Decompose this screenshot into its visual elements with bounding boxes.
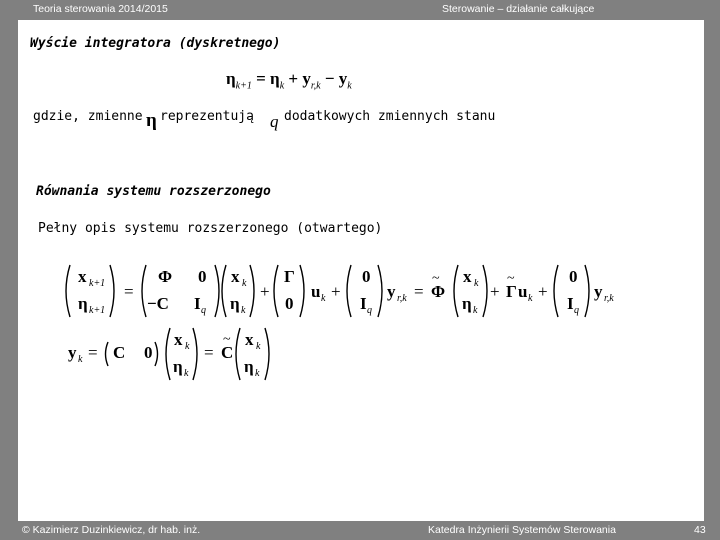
svg-text:k+1: k+1 — [89, 278, 106, 289]
svg-text:q: q — [574, 305, 579, 316]
svg-text:I: I — [567, 294, 574, 313]
header-course-title: Teoria sterowania 2014/2015 — [33, 3, 168, 15]
svg-text:Γ: Γ — [284, 267, 295, 286]
svg-text:+: + — [331, 282, 341, 301]
eq1-plus: + y — [288, 69, 311, 88]
svg-text:x: x — [463, 267, 472, 286]
svg-text:x: x — [231, 267, 240, 286]
svg-text:k: k — [528, 293, 533, 304]
heading-extended-system: Równania systemu rozszerzonego — [36, 184, 271, 199]
m1-x: x — [78, 267, 87, 286]
svg-text:k: k — [256, 341, 261, 352]
svg-text:u: u — [311, 282, 321, 301]
svg-text:η: η — [230, 294, 240, 313]
svg-text:k+1: k+1 — [89, 305, 106, 316]
svg-text:Φ: Φ — [431, 282, 446, 301]
svg-text:η: η — [173, 357, 183, 376]
eq1-rhs-sub1: k — [279, 80, 285, 92]
svg-text:k: k — [241, 305, 246, 316]
svg-text:k: k — [184, 368, 189, 379]
eq1-rhs-sub2: r,k — [310, 80, 321, 92]
additional-states-text: dodatkowych zmiennych stanu — [284, 109, 496, 124]
svg-text:η: η — [244, 357, 254, 376]
svg-text:η: η — [462, 294, 472, 313]
svg-text:u: u — [518, 282, 528, 301]
svg-text:C: C — [113, 343, 126, 362]
svg-text:=: = — [414, 282, 424, 301]
eq1-minus: − y — [324, 69, 348, 88]
eq1-rhs: = η — [256, 69, 280, 88]
represent-text: reprezentują — [160, 109, 254, 124]
svg-text:y: y — [594, 282, 603, 301]
paren-right — [110, 265, 114, 317]
heading-integrator-output: Wyście integratora (dyskretnego) — [30, 36, 281, 51]
svg-text:k: k — [242, 278, 247, 289]
svg-text:I: I — [360, 294, 367, 313]
full-description-text: Pełny opis systemu rozszerzonego (otwartego) — [38, 221, 383, 236]
svg-text:k: k — [255, 368, 260, 379]
svg-text:y: y — [68, 343, 77, 362]
svg-text:k: k — [321, 293, 326, 304]
slide-canvas — [18, 20, 704, 521]
extended-system-equations — [18, 20, 704, 521]
svg-text:0: 0 — [144, 343, 153, 362]
header-topic: Sterowanie – działanie całkujące — [442, 3, 595, 15]
paren-left — [66, 265, 70, 317]
svg-text:x: x — [245, 330, 254, 349]
svg-text:=: = — [124, 282, 134, 301]
svg-text:y: y — [387, 282, 396, 301]
svg-text:~: ~ — [432, 271, 440, 286]
svg-text:I: I — [194, 294, 201, 313]
page-number: 43 — [694, 524, 706, 536]
svg-text:+: + — [490, 282, 500, 301]
svg-text:0: 0 — [569, 267, 578, 286]
svg-text:r,k: r,k — [397, 293, 407, 304]
svg-text:0: 0 — [198, 267, 207, 286]
svg-text:k: k — [474, 278, 479, 289]
svg-text:q: q — [201, 305, 206, 316]
eq1-lhs-sub: k+1 — [235, 80, 252, 92]
m1-eta: η — [78, 294, 88, 313]
svg-text:Γ: Γ — [506, 282, 517, 301]
svg-text:−C: −C — [147, 294, 169, 313]
svg-text:Φ: Φ — [158, 267, 173, 286]
eq1-rhs-sub3: k — [347, 80, 352, 92]
svg-text:k: k — [473, 305, 478, 316]
svg-text:=: = — [204, 343, 214, 362]
svg-text:k: k — [78, 354, 83, 365]
svg-text:k: k — [185, 341, 190, 352]
svg-text:q: q — [367, 305, 372, 316]
svg-text:~: ~ — [507, 271, 515, 286]
svg-text:=: = — [88, 343, 98, 362]
svg-text:~: ~ — [223, 332, 231, 347]
where-text: gdzie, zmienne — [33, 109, 143, 124]
svg-text:r,k: r,k — [604, 293, 614, 304]
eq1-lhs: η — [226, 69, 236, 88]
svg-text:+: + — [260, 282, 270, 301]
eta-symbol: η — [146, 110, 157, 131]
svg-text:0: 0 — [285, 294, 294, 313]
footer-author: © Kazimierz Duzinkiewicz, dr hab. inż. — [22, 524, 201, 536]
footer-department: Katedra Inżynierii Systemów Sterowania — [428, 524, 616, 536]
svg-text:C: C — [221, 343, 234, 362]
svg-text:0: 0 — [362, 267, 371, 286]
svg-text:+: + — [538, 282, 548, 301]
q-symbol: q — [270, 112, 279, 131]
svg-text:x: x — [174, 330, 183, 349]
